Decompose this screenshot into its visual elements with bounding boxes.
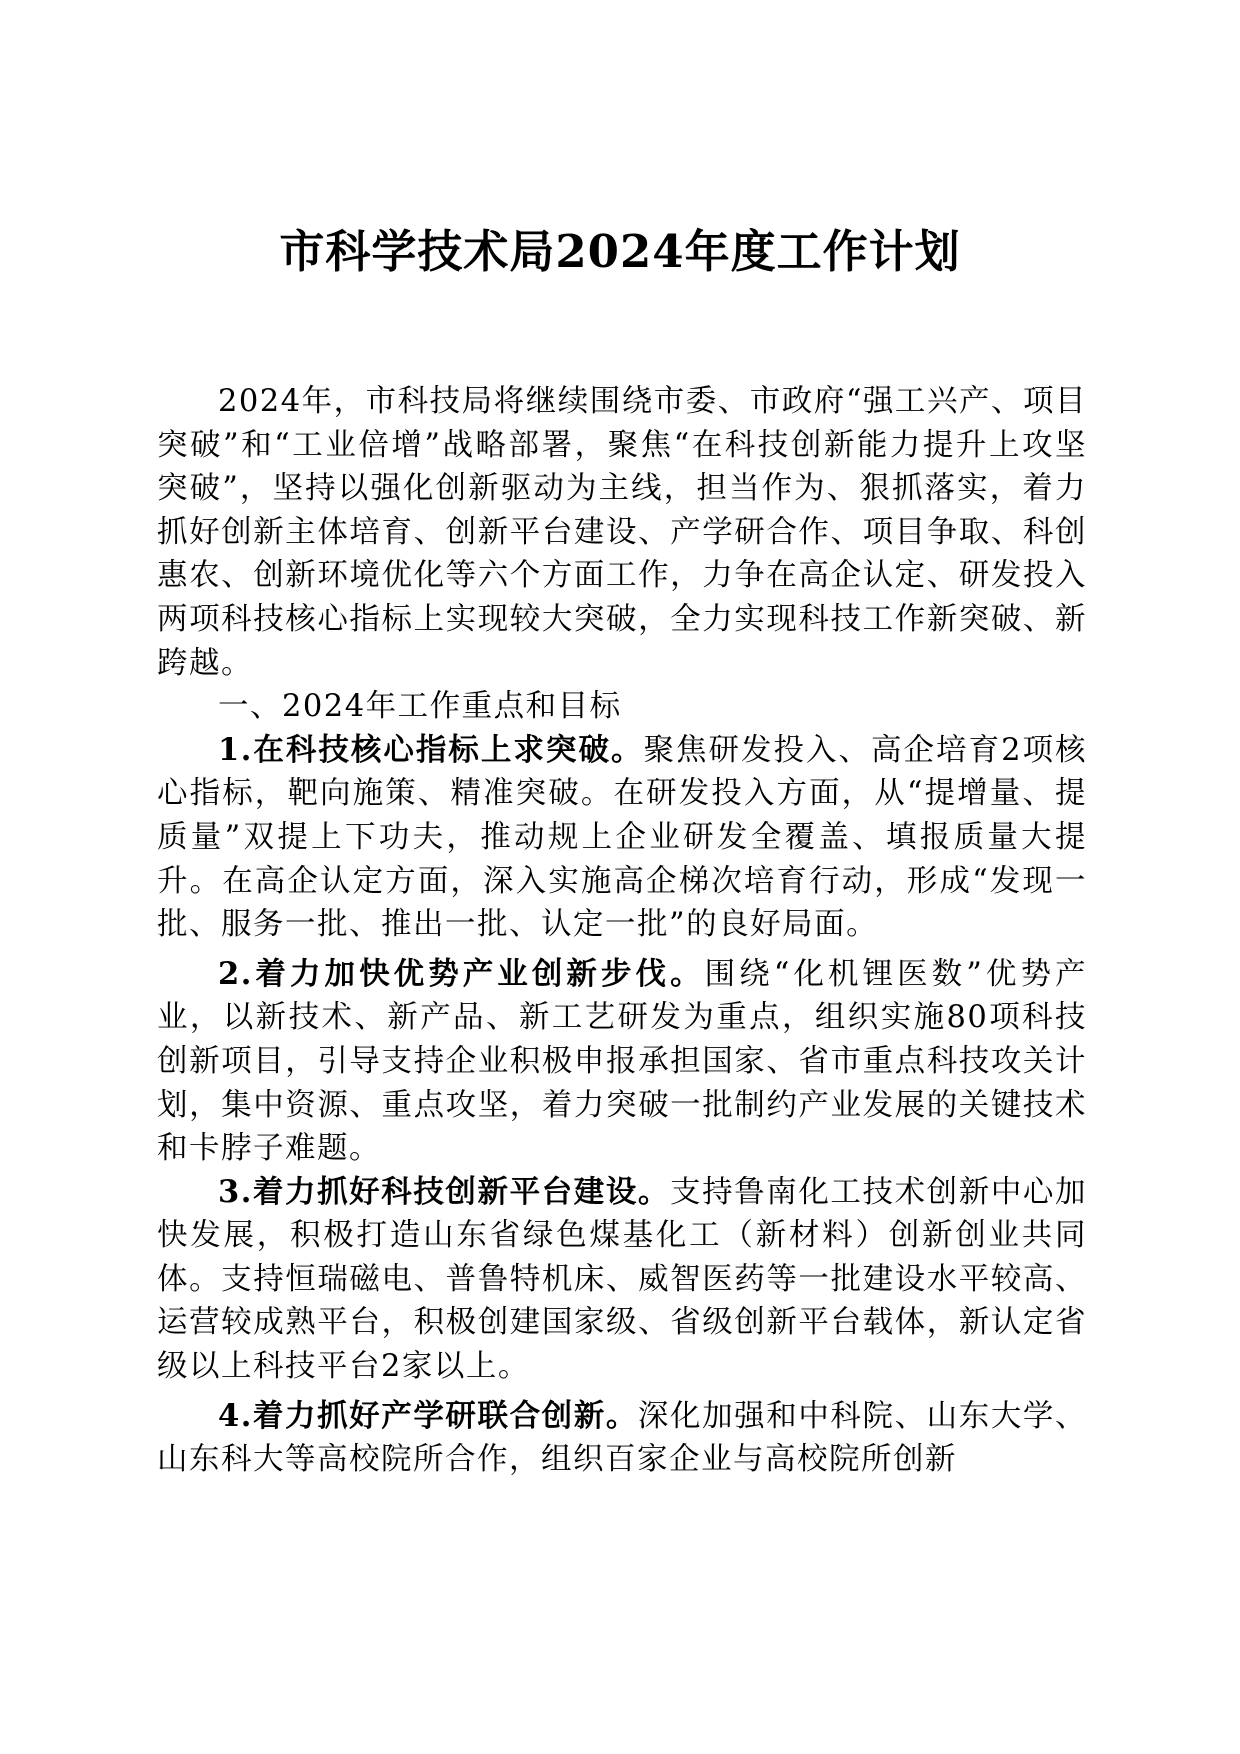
item-lead: 2.着力加快优势产业创新步伐。 (218, 955, 705, 992)
item-lead: 3.着力抓好科技创新平台建设。 (218, 1173, 671, 1210)
item-lead: 4.着力抓好产学研联合创新。 (218, 1397, 638, 1434)
item-paragraph-1 (157, 729, 1087, 947)
item-text: 支持鲁南化工技术创新中心加快发展，积极打造山东省绿色煤基化工（新材料）创新创业共同体。支持恒瑞磁电、普鲁特机床、威智医药等一批建设水平较高、运营较成熟平台，积极创建国家级、省级创新平台载体，新认定省级以上科技平台2家以上。 (157, 1174, 1088, 1385)
item-text: 围绕“化机锂医数”优势产业，以新技术、新产品、新工艺研发为重点，组织实施80项科技创新项目，引导支持企业积极申报承担国家、省市重点科技攻关计划，集中资源、重点攻坚，着力突破一批制约产业发展的关键技术和卡脖子难题。 (157, 956, 1088, 1167)
document-title: 市科学技术局2024年度工作计划 (279, 225, 961, 278)
item-lead: 1.在科技核心指标上求突破。 (218, 731, 644, 768)
item-text: 深化加强和中科院、山东大学、山东科大等高校院所合作，组织百家企业与高校院所创新 (157, 1398, 1087, 1478)
intro-paragraph: 2024年，市科技局将继续围绕市委、市政府“强工兴产、项目突破”和“工业倍增”战略部署，聚焦“在科技创新能力提升上攻坚突破”，坚持以强化创新驱动为主线，担当作为、狠抓落实，着力抓好创新主体培育、创新平台建设、产学研合作、项目争取、科创惠农、创新环境优化等六个方面工作，力争在高企认定、研发投入两项科技核心指标上实现较大突破，全力实现科技工作新突破、新跨越。 (157, 384, 1087, 681)
item-text: 聚焦研发投入、高企培育2项核心指标，靶向施策、精准突破。在研发投入方面，从“提增量、提质量”双提上下功夫，推动规上企业研发全覆盖、填报质量大提升。在高企认定方面，深入实施高企梯次培育行动，形成“发现一批、服务一批、推出一批、认定一批”的良好局面。 (157, 732, 1087, 943)
item-paragraph-2 (157, 953, 1087, 1171)
item-paragraph-3 (157, 1171, 1087, 1389)
section-heading: 一、2024年工作重点和目标 (218, 689, 622, 725)
document-body (157, 380, 1087, 1482)
item-paragraph-4 (157, 1395, 1087, 1482)
